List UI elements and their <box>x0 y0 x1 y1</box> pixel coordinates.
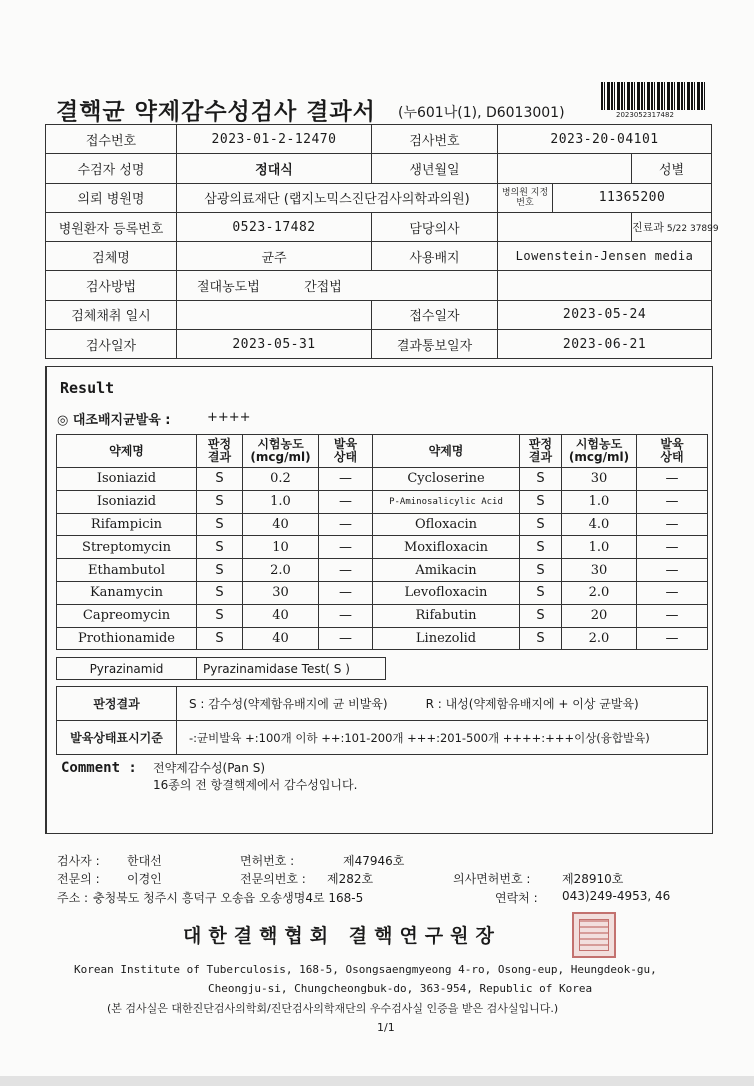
result-section <box>45 366 713 834</box>
drug-growth: — <box>319 468 373 491</box>
report-date: 2023-06-21 <box>498 330 712 359</box>
drug-conc: 0.2 <box>243 468 319 491</box>
growth-criteria-label: 발육상태표시기준 <box>57 721 177 755</box>
method-blank <box>498 271 712 300</box>
test-no: 2023-20-04101 <box>498 125 712 154</box>
seal-pattern <box>579 919 609 951</box>
drug-name: Isoniazid <box>57 468 197 491</box>
report-date-label: 결과통보일자 <box>372 330 498 359</box>
dept-value: 5/22 37899 <box>666 224 719 235</box>
table-row <box>57 627 708 650</box>
drug-conc: 4.0 <box>562 513 637 536</box>
col-judge-2: 결과 <box>528 450 553 464</box>
contact-label: 연락처 : <box>495 891 538 905</box>
drug-result: S <box>520 581 562 604</box>
drug-result: S <box>197 536 243 559</box>
info-row <box>46 125 712 154</box>
hospital-code-label: 병의원 지정번호 <box>498 183 553 212</box>
drug-growth: — <box>637 513 708 536</box>
drug-conc: 30 <box>562 559 637 582</box>
drug-name: Ofloxacin <box>373 513 520 536</box>
drug-result: S <box>520 490 562 513</box>
drug-name: Capreomycin <box>57 604 197 627</box>
col-drug: 약제명 <box>57 435 197 468</box>
drug-result: S <box>520 559 562 582</box>
specialist-name: 이경인 <box>127 872 162 886</box>
medium-value: Lowenstein-Jensen media <box>498 242 712 271</box>
birth-label: 생년월일 <box>372 154 498 183</box>
col-conc-2: (mcg/ml) <box>568 450 630 464</box>
address-en-line-1: Korean Institute of Tuberculosis, 168-5, Osongsaengmyeong 4-ro, Osong-eup, Heungdeok-gu, <box>74 963 657 976</box>
drug-conc: 40 <box>243 627 319 650</box>
drug-result: S <box>197 490 243 513</box>
receipt-no-label: 접수번호 <box>46 125 177 154</box>
drug-conc: 40 <box>243 604 319 627</box>
judgement-r: R : 내성(약제함유배지에 + 이상 균발육) <box>425 697 639 711</box>
specialist-no-label: 전문의번호 : <box>240 872 306 886</box>
table-row <box>57 559 708 582</box>
drug-growth: — <box>319 536 373 559</box>
legend-table <box>56 686 708 755</box>
drug-conc: 40 <box>243 513 319 536</box>
official-seal <box>572 912 616 958</box>
specialist-label: 전문의 : <box>57 872 100 886</box>
drug-table-header <box>57 435 708 468</box>
drug-growth: — <box>637 559 708 582</box>
receive-label: 접수일자 <box>372 300 498 329</box>
info-row <box>46 242 712 271</box>
col-growth-1: 발육 <box>333 437 358 451</box>
method-absolute: 절대농도법 <box>197 280 260 296</box>
drug-growth: — <box>637 468 708 491</box>
hospital-name: 삼광의료재단 (랩지노믹스진단검사의학과의원) <box>177 183 498 212</box>
drug-result: S <box>197 627 243 650</box>
drug-conc: 1.0 <box>562 536 637 559</box>
doctor-label: 담당의사 <box>372 212 498 241</box>
col-growth-1: 발육 <box>660 437 684 451</box>
pyrazinamid-value: Pyrazinamidase Test( S ) <box>197 658 386 680</box>
drug-result: S <box>520 627 562 650</box>
col-growth <box>637 435 708 468</box>
test-no-label: 검사번호 <box>372 125 498 154</box>
dept-cell <box>632 212 719 241</box>
test-date-label: 검사일자 <box>46 330 177 359</box>
certification-note: (본 검사실은 대한진단검사의학회/진단검사의학재단의 우수검사실 인증을 받은 검사실입니다.) <box>107 1002 559 1015</box>
drug-growth: — <box>319 581 373 604</box>
sex-label: 성별 <box>632 154 712 183</box>
judgement-row <box>57 687 708 721</box>
drug-conc: 10 <box>243 536 319 559</box>
col-conc <box>243 435 319 468</box>
col-judge-2: 결과 <box>207 450 232 464</box>
drug-growth: — <box>319 559 373 582</box>
drug-conc: 2.0 <box>243 559 319 582</box>
method-values <box>177 271 498 300</box>
table-row <box>57 604 708 627</box>
comment-line-1: 전약제감수성(Pan S) <box>153 761 266 775</box>
page-number: 1/1 <box>377 1021 395 1034</box>
drug-conc: 1.0 <box>562 490 637 513</box>
drug-result: S <box>197 468 243 491</box>
drug-result: S <box>520 604 562 627</box>
specimen-label: 검체명 <box>46 242 177 271</box>
drug-growth: — <box>637 581 708 604</box>
drug-result-table <box>56 434 708 650</box>
examiner-label: 검사자 : <box>57 854 100 868</box>
drug-name: Rifabutin <box>373 604 520 627</box>
comment-line-2: 16종의 전 항결핵제에서 감수성입니다. <box>153 778 358 792</box>
drug-conc: 20 <box>562 604 637 627</box>
control-growth-label: ◎ 대조배지균발육 : <box>57 413 171 428</box>
receipt-no: 2023-01-2-12470 <box>177 125 372 154</box>
barcode <box>601 82 707 110</box>
comment-label: Comment : <box>61 760 137 776</box>
drug-result: S <box>197 581 243 604</box>
judgement-label: 판정결과 <box>57 687 177 721</box>
drug-conc: 2.0 <box>562 627 637 650</box>
birth-value <box>498 154 632 183</box>
col-growth <box>319 435 373 468</box>
table-row <box>57 536 708 559</box>
address-en-line-2: Cheongju-si, Chungcheongbuk-do, 363-954, Republic of Korea <box>208 982 593 995</box>
col-growth-2: 상태 <box>333 450 358 464</box>
judgement-s: S : 감수성(약제함유배지에 균 비발육) <box>189 697 388 711</box>
name-label: 수검자 성명 <box>46 154 177 183</box>
drug-name: Amikacin <box>373 559 520 582</box>
drug-result: S <box>197 559 243 582</box>
drug-conc: 1.0 <box>243 490 319 513</box>
address-label: 주소 : <box>57 891 89 905</box>
col-conc-1: 시험농도 <box>257 437 304 451</box>
table-row <box>57 513 708 536</box>
drug-name: Cycloserine <box>373 468 520 491</box>
table-row <box>57 490 708 513</box>
collect-value <box>177 300 372 329</box>
drug-name: Rifampicin <box>57 513 197 536</box>
drug-growth: — <box>637 490 708 513</box>
info-row <box>46 183 712 212</box>
drug-result: S <box>197 513 243 536</box>
drug-growth: — <box>637 627 708 650</box>
method-indirect: 간접법 <box>304 280 342 296</box>
method-label: 검사방법 <box>46 271 177 300</box>
col-drug: 약제명 <box>373 435 520 468</box>
result-title: Result <box>60 379 115 397</box>
col-judge-1: 판정 <box>207 437 232 451</box>
col-judge <box>520 435 562 468</box>
drug-name: Streptomycin <box>57 536 197 559</box>
drug-growth: — <box>319 627 373 650</box>
drug-result: S <box>520 536 562 559</box>
drug-name: Linezolid <box>373 627 520 650</box>
form-code: (누601나(1), D6013001) <box>398 105 565 121</box>
growth-criteria-text: -:균비발육 +:100개 이하 ++:101-200개 +++:201-500개 ++++:+++이상(융합발육) <box>177 721 708 755</box>
page-bottom-edge <box>0 1076 754 1086</box>
drug-conc: 2.0 <box>562 581 637 604</box>
patient-name: 정대식 <box>177 154 372 183</box>
drug-result: S <box>520 468 562 491</box>
dept-label: 진료과 <box>632 221 664 235</box>
info-row <box>46 271 712 300</box>
test-date: 2023-05-31 <box>177 330 372 359</box>
institute-name: 대한결핵협회 결핵연구원장 <box>183 925 501 947</box>
drug-name: Isoniazid <box>57 490 197 513</box>
col-growth-2: 상태 <box>660 450 684 464</box>
doctor-license-no: 제28910호 <box>562 872 624 886</box>
receive-date: 2023-05-24 <box>498 300 712 329</box>
medium-label: 사용배지 <box>372 242 498 271</box>
drug-growth: — <box>319 490 373 513</box>
reg-no: 0523-17482 <box>177 212 372 241</box>
pyrazinamid-row <box>57 658 386 680</box>
col-conc-2: (mcg/ml) <box>250 450 311 464</box>
doctor-value <box>498 212 632 241</box>
drug-name: Kanamycin <box>57 581 197 604</box>
drug-growth: — <box>637 604 708 627</box>
pyrazinamid-label: Pyrazinamid <box>57 658 197 680</box>
license-label: 면허번호 : <box>240 854 295 868</box>
table-row <box>57 468 708 491</box>
col-judge <box>197 435 243 468</box>
info-row <box>46 212 712 241</box>
drug-growth: — <box>319 604 373 627</box>
drug-result: S <box>520 513 562 536</box>
drug-name: Prothionamide <box>57 627 197 650</box>
pyrazinamid-table <box>56 657 386 680</box>
judgement-body <box>177 687 708 721</box>
license-no: 제47946호 <box>343 854 405 868</box>
info-row <box>46 330 712 359</box>
specimen-value: 균주 <box>177 242 372 271</box>
growth-criteria-row <box>57 721 708 755</box>
reg-no-label: 병원환자 등록번호 <box>46 212 177 241</box>
col-conc <box>562 435 637 468</box>
col-conc-1: 시험농도 <box>575 437 623 451</box>
drug-conc: 30 <box>562 468 637 491</box>
control-growth-value: ++++ <box>207 410 251 425</box>
specialist-no: 제282호 <box>327 872 374 886</box>
drug-growth: — <box>637 536 708 559</box>
col-judge-1: 판정 <box>528 437 553 451</box>
table-row <box>57 581 708 604</box>
hospital-label: 의뢰 병원명 <box>46 183 177 212</box>
doctor-license-label: 의사면허번호 : <box>453 872 531 886</box>
drug-growth: — <box>319 513 373 536</box>
drug-name: Moxifloxacin <box>373 536 520 559</box>
info-row <box>46 300 712 329</box>
drug-result: S <box>197 604 243 627</box>
drug-name: Levofloxacin <box>373 581 520 604</box>
patient-info-table <box>45 124 719 359</box>
report-title: 결핵균 약제감수성검사 결과서 <box>56 99 376 125</box>
examiner-name: 한대선 <box>127 854 162 868</box>
info-row <box>46 154 712 183</box>
contact: 043)249-4953, 46 <box>562 889 671 903</box>
barcode-number: 2023052317482 <box>616 111 674 119</box>
collect-label: 검체채취 일시 <box>46 300 177 329</box>
hospital-code: 11365200 <box>553 183 712 212</box>
address: 충청북도 청주시 흥덕구 오송읍 오송생명4로 168-5 <box>93 891 364 905</box>
drug-conc: 30 <box>243 581 319 604</box>
drug-name: Ethambutol <box>57 559 197 582</box>
drug-name: P-Aminosalicylic Acid <box>373 490 520 513</box>
